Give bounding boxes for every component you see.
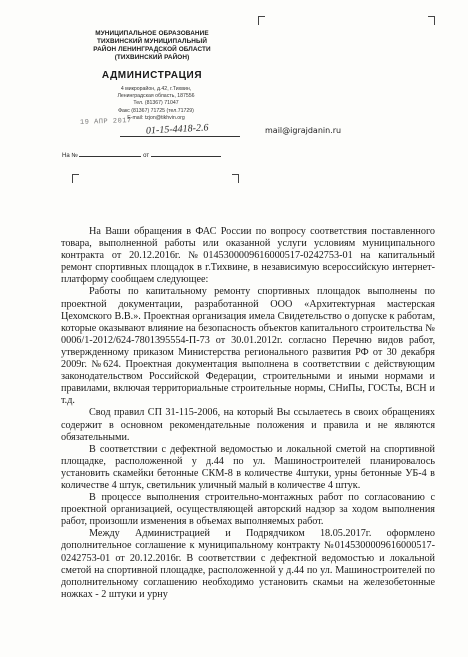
administration-title: АДМИНИСТРАЦИЯ [101,70,203,81]
date-stamp: 19 АПР 2017 [79,117,132,127]
org-line: МУНИЦИПАЛЬНОЕ ОБРАЗОВАНИЕ [95,30,209,37]
recipient-email: mail@igrajdanin.ru [265,126,342,135]
address-line: Факс (81367) 71725 (тел.71729) [118,107,194,114]
ref-number-blank [79,150,141,157]
corner-bracket [258,16,265,25]
address-line: 4 микрорайон, д.42, г.Тихвин, [120,86,192,92]
address-line: E-mail: tzjon@tikhvin.org [127,114,185,121]
body-paragraph: Свод правил СП 31-115-2006, на который Вы ссылаетесь в своих обращениях содержит в основном рекомендательные положения и правила и не являются обязательными. [61,407,435,443]
ref-date-blank [151,150,221,157]
letter-body [61,226,435,601]
number-underline [120,136,240,137]
handwritten-number: 01-15-4418-2.6 [145,122,209,137]
corner-bracket [72,174,79,183]
corner-bracket [232,174,239,183]
address-line: Ленинградская область, 187556 [117,93,195,100]
org-line: РАЙОН ЛЕНИНГРАДСКОЙ ОБЛАСТИ [93,46,211,53]
corner-bracket [428,16,435,25]
organization-name [62,30,242,62]
body-paragraph: На Ваши обращения в ФАС России по вопросу соответствия поставленного товара, выполненной работы или оказанной услуги условиям муниципального контракта от 20.12.2016г. №0145300009616000517-0242753-01 на капитальный ремонт спортивных площадок в г.Тихвине, в независимую всероссийскую интернет-платформу сообщаем следующее: [61,226,435,286]
reference-line [62,150,221,159]
org-line: (ТИХВИНСКИЙ РАЙОН) [114,54,190,61]
address-line: Тел. (81367) 71047 [133,100,179,107]
ref-from-label: от [143,153,150,159]
body-paragraph: В соответствии с дефектной ведомостью и локальной сметой на спортивной площадке, расположенной у д.44 по ул. Машиностроителей планировалось установить скамейки бетонные СКМ-8 в количестве 4штуки, урны бетонные УБ-4 в количестве 4 штук, светильник уличный малый в количестве 4 штук. [61,443,435,491]
body-paragraph: Между Администрацией и Подрядчиком 18.05.2017г. оформлено дополнительное соглашение к муниципальному контракту №0145300009616000517-0242753-01 от 20.12.2016г. В соответствии с дефектной ведомостью и локальной сметой на спортивной площадке, расположенной у д.44 по ул. Машиностроителей по дополнительному соглашению необходимо установить скамьи на железобетонные ножках - 2 штуки и урну [61,528,435,600]
body-paragraph: Работы по капитальному ремонту спортивных площадок выполнены по проектной документации, разработанной ООО «Архитектурная мастерская Цехомского В.В.». Проектная организация имела Свидетельство о допуске к работам, которые оказывают влияние на безопасность объектов капитального строительства № 0006/1-2012/624-7801395554-П-73 от 30.01.2012г. согласно Перечню видов работ, утвержденному приказом Министерства регионального развития РФ от 30 декабря 2009г. №624. Проектная документация выполнена в соответствии с действующим законодательством Российской Федерации, строительными и иными нормами и правилами, включая территориальные строительные нормы, СНиПы, ГОСТы, ВСН и т.д. [61,286,435,407]
org-line: ТИХВИНСКИЙ МУНИЦИПАЛЬНЫЙ [96,38,208,45]
address-block [96,86,216,122]
body-paragraph: В процессе выполнения строительно-монтажных работ по согласованию с проектной организацией, осуществляющей авторский надзор за ходом выполнения работ, произошли изменения в объемах выполняемых работ. [61,492,435,528]
ref-on-label: На № [62,153,78,159]
